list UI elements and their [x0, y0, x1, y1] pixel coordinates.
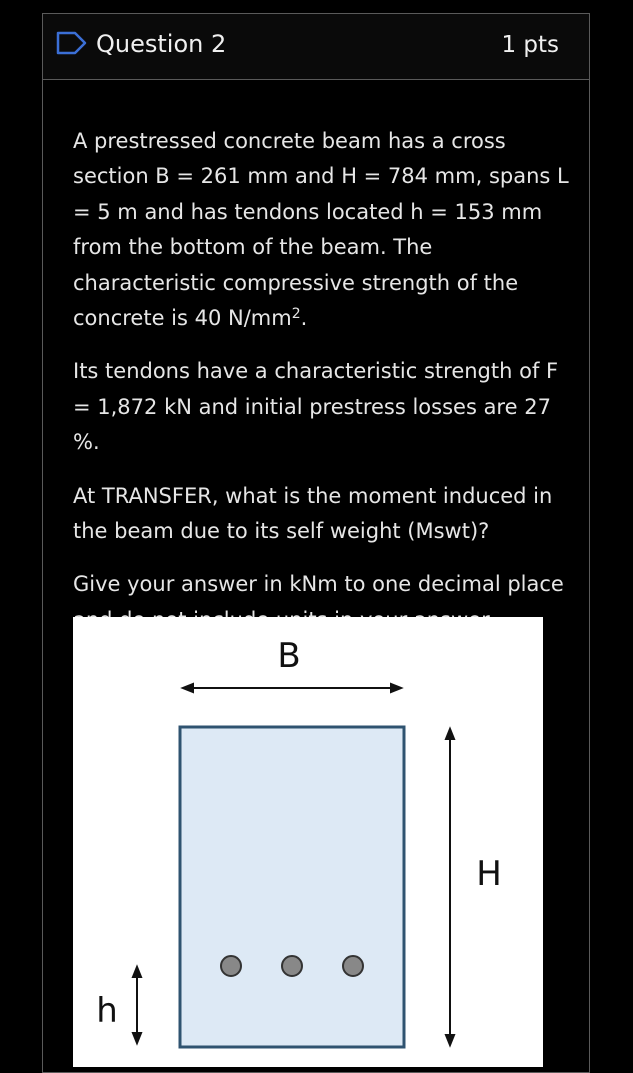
question-card — [42, 13, 590, 1073]
question-paragraph-1 — [73, 124, 573, 336]
tendon — [343, 956, 363, 976]
width-label: B — [277, 636, 301, 676]
question-paragraph-3: At TRANSFER, what is the moment induced in the beam due to its self weight (Mswt)? — [73, 483, 553, 544]
tendon — [282, 956, 302, 976]
question-points: 1 pts — [501, 32, 559, 58]
beam-section — [180, 727, 404, 1047]
question-body — [73, 124, 573, 656]
tendon-height-label: h — [96, 991, 118, 1031]
beam-diagram — [73, 617, 543, 1067]
question-header — [43, 14, 589, 80]
paragraph-1-text: A prestressed concrete beam has a cross section B = 261 mm and H = 784 mm, spans L = 5 m and has tendons located h = 153 mm from the bottom of the beam. The characteristic compressive strength of the concrete is 40 N/mm — [73, 129, 569, 331]
tendon — [221, 956, 241, 976]
question-paragraph-4: Give your answer in kNm to one decimal place — [73, 572, 564, 597]
question-title: Question 2 — [96, 30, 227, 58]
beam-cross-section-figure — [73, 617, 543, 1067]
bookmark-flag-icon[interactable] — [55, 30, 89, 56]
height-label: H — [476, 854, 502, 894]
question-paragraph-2: Its tendons have a characteristic strength of F = 1,872 kN and initial prestress losses are 27 %. — [73, 359, 559, 455]
paragraph-1-period: . — [300, 306, 308, 331]
paragraph-1-superscript: 2 — [291, 306, 301, 323]
